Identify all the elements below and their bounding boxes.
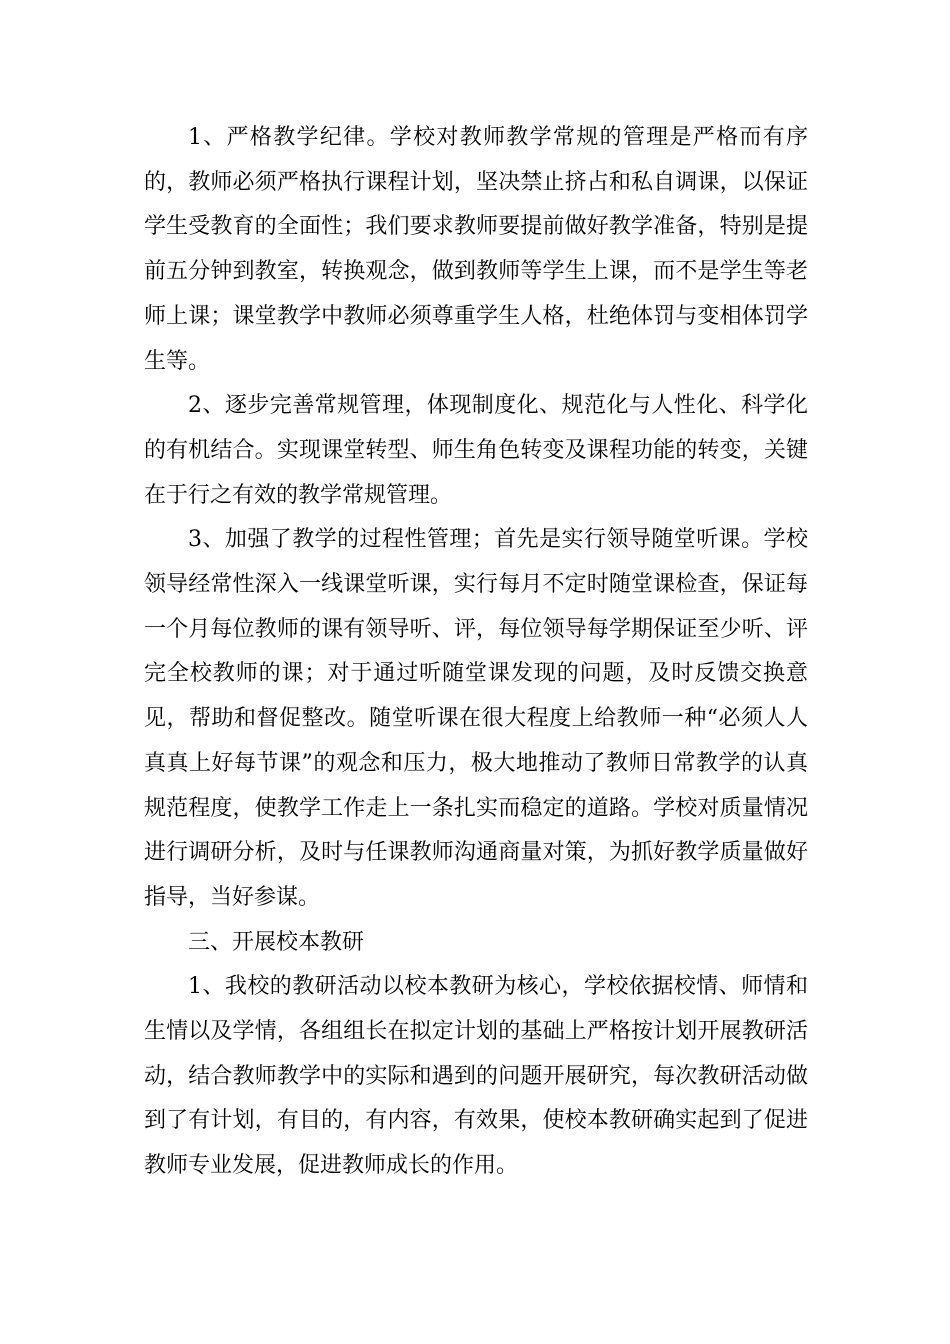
- section-heading-school-research: 三、开展校本教研: [188, 929, 365, 955]
- paragraph-process-management: 3、加强了教学的过程性管理；首先是实行领导随堂听课。学校领导经常性深入一线课堂听课，实行每月不定时随堂课检查，保证每一个月每位教师的课有领导听、评，每位领导每学期保证至少听、评完全校教师的课；对于通过听随堂课发现的问题，及时反馈交换意见，帮助和督促整改。随堂听课在很大程度上给教师一种“必须人人真真上好每节课”的观念和压力，极大地推动了教师日常教学的认真规范程度，使教学工作走上一条扎实而稳定的道路。学校对质量情况进行调研分析，及时与任课教师沟通商量对策，为抓好教学质量做好指导，当好参谋。: [144, 527, 808, 910]
- paragraph-research-activities: 1、我校的教研活动以校本教研为核心，学校依据校情、师情和生情以及学情，各组组长在拟定计划的基础上严格按计划开展教研活动，结合教师教学中的实际和遇到的问题开展研究，每次教研活动做到了有计划，有目的，有内容，有效果，使校本教研确实起到了促进教师专业发展，促进教师成长的作用。: [144, 974, 808, 1179]
- document-body: [144, 116, 808, 1189]
- paragraph-discipline: 1、严格教学纪律。学校对教师教学常规的管理是严格而有序的，教师必须严格执行课程计划，坚决禁止挤占和私自调课，以保证学生受教育的全面性；我们要求教师要提前做好教学准备，特别是提前五分钟到教室，转换观念，做到教师等学生上课，而不是学生等老师上课；课堂教学中教师必须尊重学生人格，杜绝体罚与变相体罚学生等。: [144, 125, 808, 374]
- paragraph-routine-management: 2、逐步完善常规管理，体现制度化、规范化与人性化、科学化的有机结合。实现课堂转型、师生角色转变及课程功能的转变，关键在于行之有效的教学常规管理。: [144, 393, 808, 508]
